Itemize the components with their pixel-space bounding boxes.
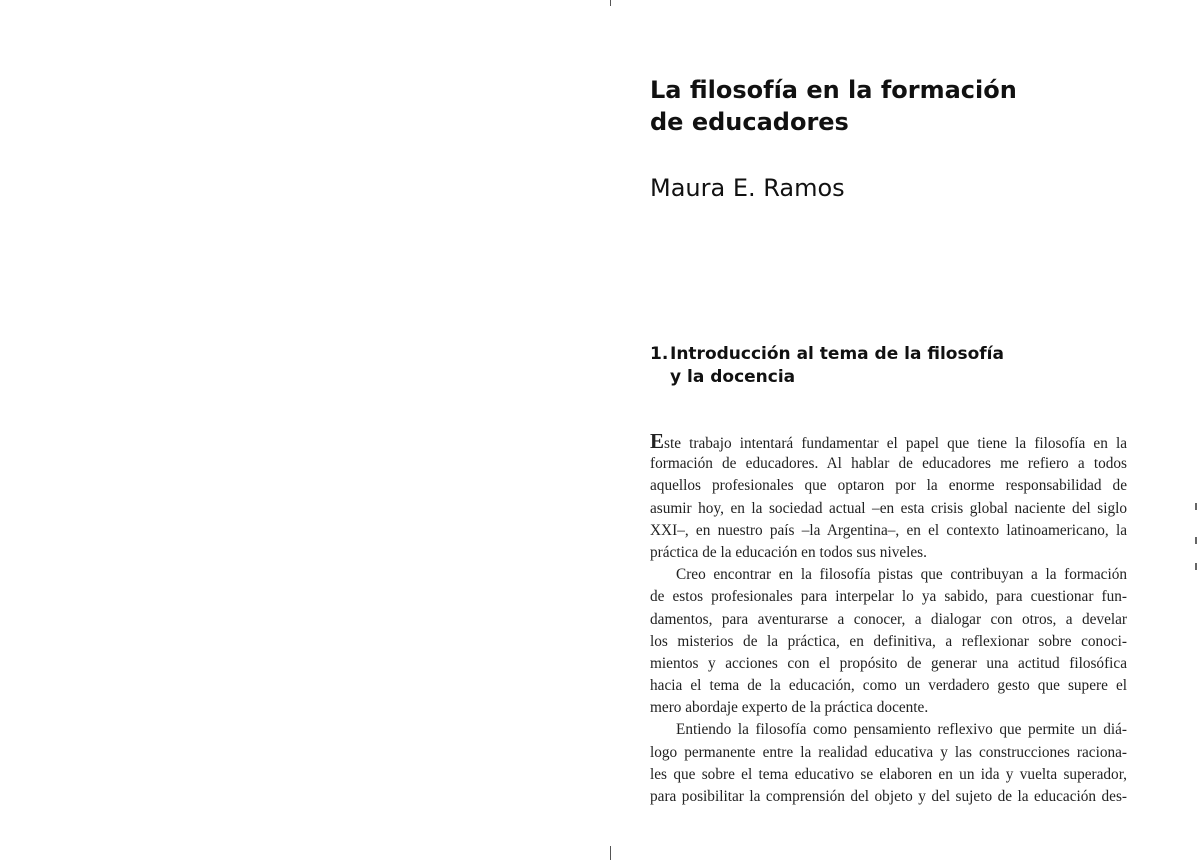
chapter-title-line: de educadores	[650, 108, 849, 136]
paragraph-line: Creo encontrar en la filosofía pistas que contribuyan a la formación	[676, 566, 1127, 584]
paragraph-line: formación de educadores. Al hablar de educadores me refiero a todos	[650, 455, 1127, 473]
paragraph-line: les que sobre el tema educativo se elaboren en un ida y vuelta superador,	[650, 765, 1127, 783]
body-text	[650, 431, 1127, 808]
edge-mark	[1195, 503, 1197, 510]
paragraph-line: práctica de la educación en todos sus niveles.	[650, 543, 927, 561]
paragraph-line: de estos profesionales para interpelar lo ya sabido, para cuestionar fun-	[650, 588, 1127, 606]
paragraph-line: hacia el tema de la educación, como un verdadero gesto que supere el	[650, 677, 1127, 695]
gutter-mark-top	[610, 0, 611, 6]
drop-cap: E	[650, 429, 665, 453]
edge-mark	[1195, 537, 1197, 544]
paragraph-line: aquellos profesionales que optaron por la enorme responsabilidad de	[650, 477, 1127, 495]
line-text: ste trabajo intentará fundamentar el papel que tiene la filosofía en la	[664, 435, 1127, 452]
chapter-title	[650, 74, 1070, 138]
chapter-title-line: La filosofía en la formación	[650, 76, 1017, 104]
section-title-line: y la docencia	[670, 367, 796, 387]
paragraph-line	[650, 431, 1127, 453]
paragraph-line: damentos, para aventurarse a conocer, a dialogar con otros, a develar	[650, 610, 1127, 628]
section-heading	[650, 343, 1050, 389]
section-title-line: Introducción al tema de la filosofía	[670, 344, 1004, 364]
section-number: 1.	[650, 344, 669, 364]
author-name: Maura E. Ramos	[650, 174, 845, 202]
paragraph-line: para posibilitar la comprensión del objeto y del sujeto de la educación des-	[650, 788, 1127, 805]
paragraph-line: mero abordaje experto de la práctica docente.	[650, 699, 929, 717]
edge-mark	[1195, 563, 1197, 570]
paragraph-line: los misterios de la práctica, en definitiva, a reflexionar sobre conoci-	[650, 632, 1127, 650]
paragraph-line: mientos y acciones con el propósito de generar una actitud filosófica	[650, 654, 1127, 672]
paragraph-line: XXI–, en nuestro país –la Argentina–, en el contexto latinoamericano, la	[650, 521, 1127, 539]
paragraph-line: logo permanente entre la realidad educativa y las construcciones raciona-	[650, 743, 1127, 761]
paragraph-line: Entiendo la filosofía como pensamiento reflexivo que permite un diá-	[676, 721, 1127, 739]
paragraph-line: asumir hoy, en la sociedad actual –en esta crisis global naciente del siglo	[650, 499, 1127, 517]
gutter-mark-bottom	[610, 846, 611, 860]
